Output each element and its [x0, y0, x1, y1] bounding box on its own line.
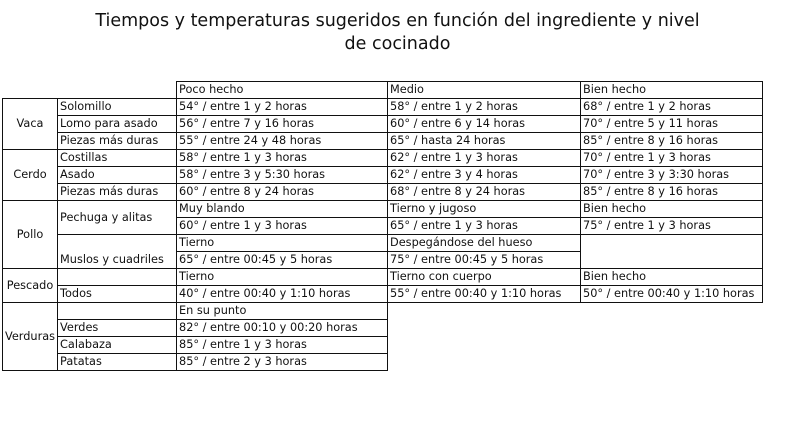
table-cell: 68° / entre 8 y 24 horas [388, 184, 581, 201]
table-cell: 62° / entre 3 y 4 horas [388, 167, 581, 184]
empty-cell [581, 320, 763, 337]
cut-label: Verdes [58, 320, 177, 337]
empty-cell [3, 82, 58, 99]
table-cell: 85° / entre 8 y 16 horas [581, 184, 763, 201]
table-row [3, 133, 763, 150]
table-row [3, 184, 763, 201]
cut-label: Pechuga y alitas [58, 201, 177, 235]
header-medio: Medio [388, 82, 581, 99]
table-row [3, 337, 763, 354]
group-pescado: Pescado [3, 269, 58, 303]
table-header-row [3, 82, 763, 99]
table-row [3, 99, 763, 116]
cut-label: Lomo para asado [58, 116, 177, 133]
empty-cell [581, 354, 763, 371]
table-row [3, 286, 763, 303]
title-line-1: Tiempos y temperaturas sugeridos en función del ingrediente y nivel [95, 11, 700, 31]
table-cell: 75° / entre 1 y 3 horas [581, 218, 763, 235]
empty-cell [58, 303, 177, 320]
empty-cell [388, 337, 581, 354]
table-cell: 54° / entre 1 y 2 horas [177, 99, 388, 116]
group-pollo: Pollo [3, 201, 58, 269]
subheader-cell: Tierno [177, 235, 388, 252]
table-cell: 68° / entre 1 y 2 horas [581, 99, 763, 116]
table-subheader-row [3, 201, 763, 218]
table-cell: 55° / entre 24 y 48 horas [177, 133, 388, 150]
table-cell: 62° / entre 1 y 3 horas [388, 150, 581, 167]
table-row [3, 150, 763, 167]
group-vaca: Vaca [3, 99, 58, 150]
subheader-cell: Tierno [177, 269, 388, 286]
cut-label: Solomillo [58, 99, 177, 116]
empty-cell [388, 320, 581, 337]
empty-cell [388, 303, 581, 320]
subheader-cell: Tierno con cuerpo [388, 269, 581, 286]
page-title [0, 10, 795, 56]
group-cerdo: Cerdo [3, 150, 58, 201]
table-cell: 82° / entre 00:10 y 00:20 horas [177, 320, 388, 337]
table-cell: 40° / entre 00:40 y 1:10 horas [177, 286, 388, 303]
table-subheader-row [3, 303, 763, 320]
table-cell: 65° / entre 1 y 3 horas [388, 218, 581, 235]
table-cell: 60° / entre 6 y 14 horas [388, 116, 581, 133]
empty-cell [581, 337, 763, 354]
table-subheader-row [3, 235, 763, 252]
header-bien-hecho: Bien hecho [581, 82, 763, 99]
empty-cell [581, 235, 763, 269]
table-subheader-row [3, 269, 763, 286]
subheader-cell: En su punto [177, 303, 388, 320]
cut-label: Muslos y cuadriles [58, 235, 177, 269]
table-cell: 85° / entre 1 y 3 horas [177, 337, 388, 354]
table-cell: 85° / entre 2 y 3 horas [177, 354, 388, 371]
header-poco-hecho: Poco hecho [177, 82, 388, 99]
cut-label: Piezas más duras [58, 184, 177, 201]
table-cell: 70° / entre 1 y 3 horas [581, 150, 763, 167]
cut-label: Patatas [58, 354, 177, 371]
cut-label: Costillas [58, 150, 177, 167]
table-row [3, 167, 763, 184]
table-cell: 58° / entre 1 y 3 horas [177, 150, 388, 167]
table-cell: 58° / entre 1 y 2 horas [388, 99, 581, 116]
subheader-cell: Bien hecho [581, 201, 763, 218]
table-row [3, 354, 763, 371]
table-cell: 70° / entre 5 y 11 horas [581, 116, 763, 133]
empty-cell [581, 303, 763, 320]
empty-cell [58, 82, 177, 99]
subheader-cell: Tierno y jugoso [388, 201, 581, 218]
cooking-table [2, 81, 763, 371]
table-cell: 56° / entre 7 y 16 horas [177, 116, 388, 133]
subheader-cell: Muy blando [177, 201, 388, 218]
table-row [3, 116, 763, 133]
subheader-cell: Despegándose del hueso [388, 235, 581, 252]
table-cell: 75° / entre 00:45 y 5 horas [388, 252, 581, 269]
empty-cell [388, 354, 581, 371]
cut-label: Calabaza [58, 337, 177, 354]
table-cell: 70° / entre 3 y 3:30 horas [581, 167, 763, 184]
subheader-cell: Bien hecho [581, 269, 763, 286]
table-cell: 85° / entre 8 y 16 horas [581, 133, 763, 150]
title-line-2: de cocinado [344, 34, 451, 54]
table-cell: 65° / hasta 24 horas [388, 133, 581, 150]
cut-label: Todos [58, 286, 177, 303]
table-cell: 60° / entre 8 y 24 horas [177, 184, 388, 201]
table-cell: 58° / entre 3 y 5:30 horas [177, 167, 388, 184]
table-cell: 65° / entre 00:45 y 5 horas [177, 252, 388, 269]
table-cell: 55° / entre 00:40 y 1:10 horas [388, 286, 581, 303]
table-cell: 50° / entre 00:40 y 1:10 horas [581, 286, 763, 303]
table-row [3, 320, 763, 337]
group-verduras: Verduras [3, 303, 58, 371]
cut-label: Piezas más duras [58, 133, 177, 150]
table-cell: 60° / entre 1 y 3 horas [177, 218, 388, 235]
empty-cell [58, 269, 177, 286]
cut-label: Asado [58, 167, 177, 184]
